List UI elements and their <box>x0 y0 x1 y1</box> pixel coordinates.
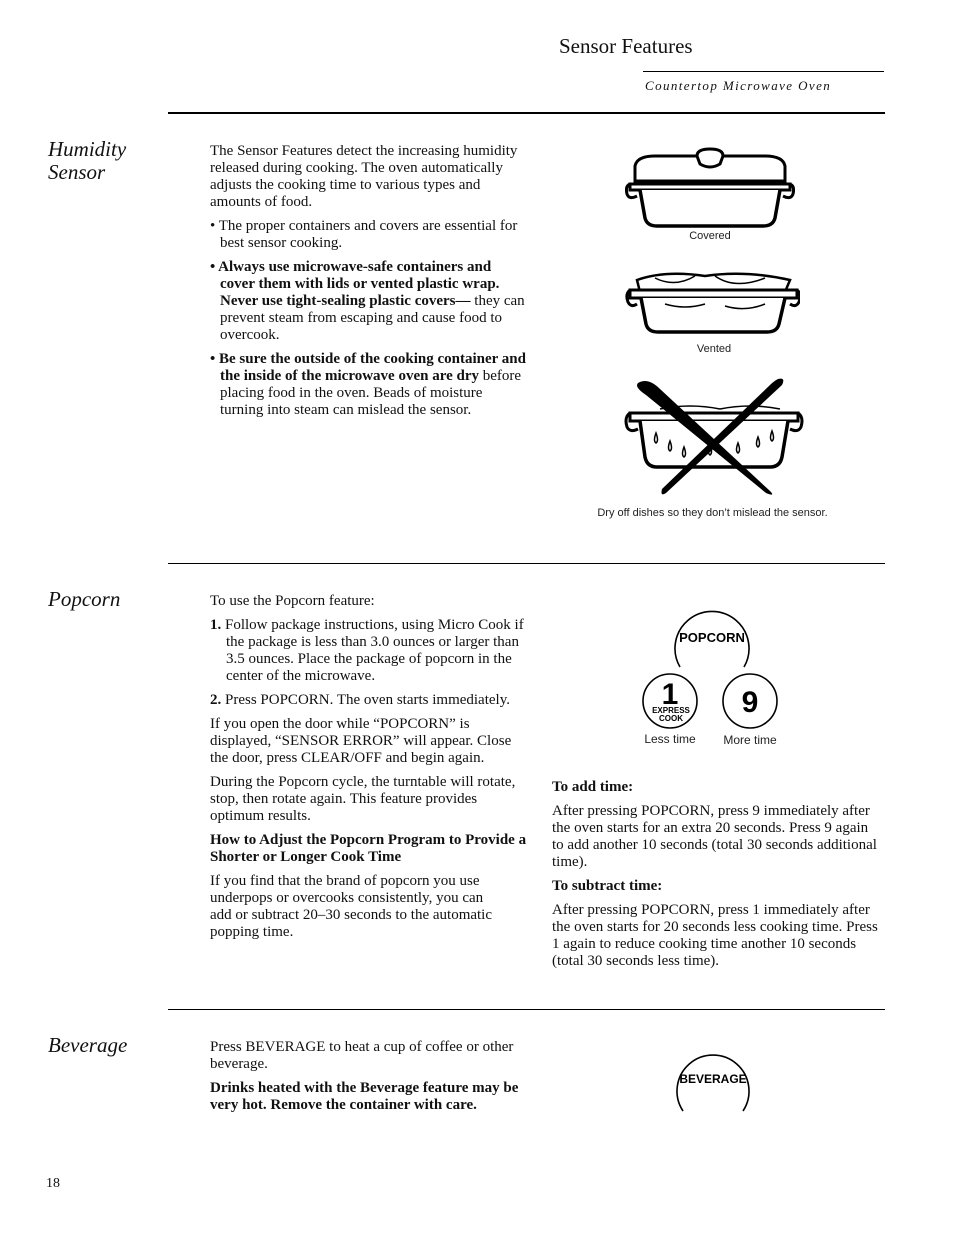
beverage-warning-text: Drinks heated with the Beverage feature may be very hot. Remove the container with care. <box>210 1080 519 1113</box>
vented-caption: Vented <box>696 343 732 355</box>
popcorn-heading: Popcorn <box>48 587 121 611</box>
humidity-heading-line1: Humidity <box>48 137 127 161</box>
popcorn-body <box>210 593 532 948</box>
covered-caption: Covered <box>689 230 731 242</box>
beverage-button-label: BEVERAGE <box>679 1072 747 1086</box>
popcorn-step-2 <box>210 692 532 709</box>
less-time-caption: Less time <box>644 732 696 746</box>
section-divider-beverage <box>168 1009 885 1010</box>
express-cook-1-button <box>640 672 700 730</box>
beverage-warning <box>210 1080 540 1114</box>
wet-dish-crossed-illustration <box>620 375 805 497</box>
popcorn-button-label: POPCORN <box>679 630 745 645</box>
header-divider <box>643 71 884 72</box>
express-cook-digit: 1 <box>661 678 679 711</box>
beverage-text: Press BEVERAGE to heat a cup of coffee or other beverage. <box>210 1039 514 1072</box>
more-time-caption: More time <box>723 733 777 747</box>
humidity-bullet-dry-bold: • Be sure the outside of the cooking container and the inside of the microwave oven are dry <box>210 351 526 384</box>
page-header-subtitle: Countertop Microwave Oven <box>645 78 832 93</box>
express-cook-sub2: COOK <box>659 714 683 723</box>
page-header-title: Sensor Features <box>559 34 693 58</box>
humidity-bullet-covers-rest: they can prevent steam from escaping and cause food to overcook. <box>220 293 525 343</box>
subtract-time-heading <box>552 878 882 895</box>
humidity-intro: The Sensor Features detect the increasing humidity released during cooking. The oven automatically adjusts the cooking time to various types and amounts of food. <box>210 143 518 210</box>
page-number: 18 <box>46 1176 60 1191</box>
add-time-heading <box>552 779 882 796</box>
section-divider-top <box>168 112 885 114</box>
popcorn-adjust-heading-text: How to Adjust the Popcorn Program to Provide a Shorter or Longer Cook Time <box>210 832 527 865</box>
humidity-bullet-dry-rest: before placing food in the oven. Beads of moisture turning into steam can mislead the sensor. <box>220 368 522 418</box>
popcorn-adjust-text: If you find that the brand of popcorn you use underpops or overcooks consistently, you can add or subtract 20–30 seconds to the automatic popping time. <box>210 873 493 940</box>
express-cook-sub1: EXPRESS <box>652 706 690 715</box>
humidity-bullet-covers-bold: • Always use microwave-safe containers and cover them with lids or vented plastic wrap. Never use tight-sealing plastic covers— <box>210 259 500 309</box>
subtract-time-text: After pressing POPCORN, press 1 immediately after the oven starts for 20 seconds less cooking time. Press 1 again to reduce cooking time another 10 seconds (total 30 seconds less time). <box>552 902 878 969</box>
popcorn-time-adjust <box>552 779 882 977</box>
humidity-bullet-covers <box>210 259 528 344</box>
popcorn-step-1 <box>210 617 532 685</box>
beverage-button <box>673 1041 753 1115</box>
nine-digit: 9 <box>741 686 759 719</box>
nine-button <box>720 672 780 730</box>
humidity-bullet-dry <box>210 351 528 419</box>
popcorn-step-1-number: 1. <box>210 617 222 633</box>
covered-dish-illustration <box>625 146 795 231</box>
popcorn-adjust-heading <box>210 832 532 866</box>
beverage-body <box>210 1039 540 1121</box>
humidity-sensor-heading <box>48 138 126 184</box>
subtract-time-heading-text: To subtract time: <box>552 878 663 894</box>
popcorn-step-2-number: 2. <box>210 692 222 708</box>
popcorn-button <box>670 601 754 677</box>
add-time-text: After pressing POPCORN, press 9 immediately after the oven starts for an extra 20 seconds. Press 9 again to add another 10 seconds (total 30 seconds additional time). <box>552 803 877 870</box>
dry-caption: Dry off dishes so they don’t mislead the sensor. <box>597 507 828 519</box>
section-divider-popcorn <box>168 563 885 564</box>
humidity-bullet-containers: • The proper containers and covers are essential for best sensor cooking. <box>210 218 518 251</box>
popcorn-step-1-text: Follow package instructions, using Micro Cook if the package is less than 3.0 ounces or larger than 3.5 ounces. Place the package of popcorn in the center of the microwave. <box>221 617 524 684</box>
add-time-heading-text: To add time: <box>552 779 634 795</box>
popcorn-step-2-text: Press POPCORN. The oven starts immediately. <box>221 692 510 708</box>
popcorn-intro: To use the Popcorn feature: <box>210 593 375 609</box>
vented-dish-illustration <box>625 268 800 338</box>
popcorn-cycle-note: During the Popcorn cycle, the turntable will rotate, stop, then rotate again. This feature provides optimum results. <box>210 774 516 824</box>
humidity-body <box>210 143 528 426</box>
beverage-heading: Beverage <box>48 1033 128 1057</box>
humidity-heading-line2: Sensor <box>48 160 106 184</box>
popcorn-door-note: If you open the door while “POPCORN” is displayed, “SENSOR ERROR” will appear. Close the door, press CLEAR/OFF and begin again. <box>210 716 512 766</box>
